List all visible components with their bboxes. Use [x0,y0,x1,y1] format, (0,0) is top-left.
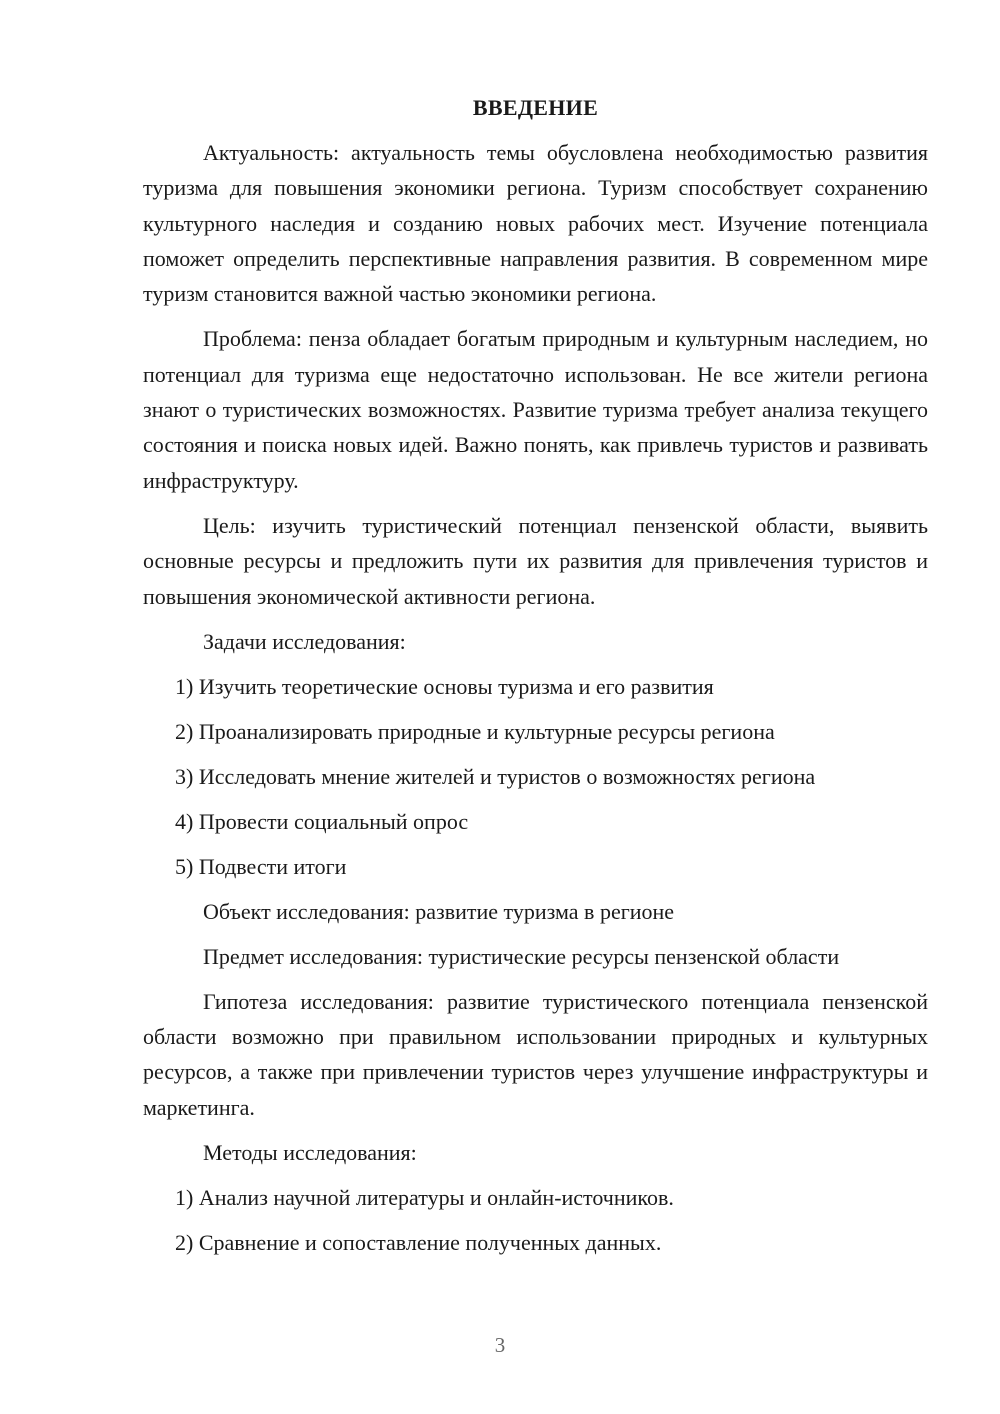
research-object: Объект исследования: развитие туризма в регионе [203,898,675,924]
task-item: 3) Исследовать мнение жителей и туристов о возможностях региона [175,763,816,789]
document-page [143,93,928,1270]
task-item: 2) Проанализировать природные и культурные ресурсы региона [175,718,775,744]
task-item: 5) Подвести итоги [175,853,347,879]
relevance-paragraph: Актуальность: актуальность темы обусловлена необходимостью развития туризма для повышения экономики региона. Туризм способствует сохранению культурного наследия и созданию новых рабочих мест. Изучение потенциала поможет определить перспективные направления развития. В современном мире туризм становится важной частью экономики региона. [143,140,928,307]
hypothesis-paragraph: Гипотеза исследования: развитие туристического потенциала пензенской области возможно при правильном использовании природных и культурных ресурсов, а также при привлечении туристов через улучшение инфраструктуры и маркетинга. [143,988,928,1120]
goal-paragraph: Цель: изучить туристический потенциал пензенской области, выявить основные ресурсы и предложить пути их развития для привлечения туристов и повышения экономической активности региона. [143,512,928,609]
tasks-heading: Задачи исследования: [203,628,406,654]
methods-heading: Методы исследования: [203,1140,417,1166]
research-subject: Предмет исследования: туристические ресурсы пензенской области [203,943,840,969]
task-item: 1) Изучить теоретические основы туризма и его развития [175,673,714,699]
section-title: ВВЕДЕНИЕ [472,95,599,120]
method-item: 2) Сравнение и сопоставление полученных данных. [175,1230,662,1256]
page-number: 3 [494,1333,506,1357]
task-item: 4) Провести социальный опрос [175,808,469,834]
method-item: 1) Анализ научной литературы и онлайн-источников. [175,1185,674,1211]
problem-paragraph: Проблема: пенза обладает богатым природным и культурным наследием, но потенциал для туризма еще недостаточно использован. Не все жители региона знают о туристических возможностях. Развитие туризма требует анализа текущего состояния и поиска новых идей. Важно понять, как привлечь туристов и развивать инфраструктуру. [143,326,928,493]
